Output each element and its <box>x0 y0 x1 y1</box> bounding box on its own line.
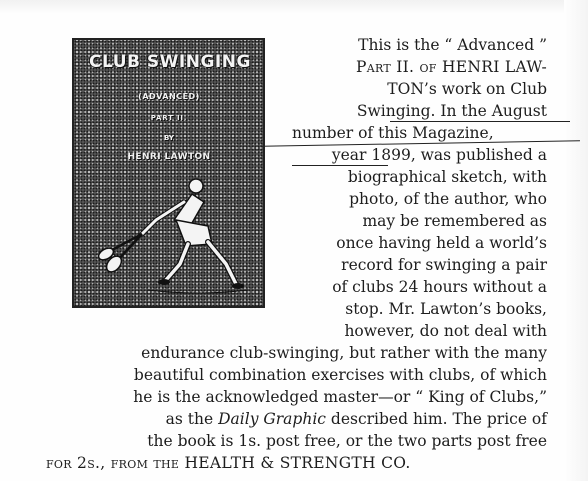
text-line-18-b: described him. The price of <box>330 410 547 428</box>
text-line-18-a: as the <box>165 410 214 428</box>
text-line-6: year 1899, was published a <box>331 146 547 164</box>
text-line-16: beautiful combination exercises with clubs, of which <box>133 366 547 384</box>
publication-name: Daily Graphic <box>218 410 326 428</box>
text-line-8: photo, of the author, who <box>349 190 547 208</box>
text-line-9: may be remembered as <box>362 212 547 230</box>
text-line-4: Swinging. In the August <box>356 102 547 120</box>
cover-by: BY <box>163 134 175 142</box>
cover-part: PART II. <box>150 114 188 122</box>
text-line-1: This is the “ Advanced ” <box>358 36 547 54</box>
text-line-20: for 2s., from the HEALTH & STRENGTH CO. <box>46 454 411 472</box>
text-line-19: the book is 1s. post free, or the two parts post free <box>147 432 547 450</box>
cover-subtitle: (ADVANCED) <box>138 92 200 101</box>
text-line-5: number of this Magazine, <box>292 124 494 142</box>
text-line-13: stop. Mr. Lawton’s books, <box>345 300 547 318</box>
text-line-2: Part II. of HENRI LAW- <box>355 58 547 76</box>
book-cover-illustration <box>72 38 265 308</box>
text-line-10: once having held a world’s <box>336 234 547 252</box>
cover-title: CLUB SWINGING <box>89 52 251 72</box>
text-line-17: he is the acknowledged master—or “ King of Clubs,” <box>133 388 547 406</box>
text-line-7: biographical sketch, with <box>347 168 547 186</box>
text-line-12: of clubs 24 hours without a <box>332 278 547 296</box>
scan-edge-right <box>564 0 588 481</box>
scan-edge-top <box>0 0 588 14</box>
text-line-11: record for swinging a pair <box>341 256 547 274</box>
text-line-15: endurance club-swinging, but rather with the many <box>141 344 547 362</box>
text-line-14: however, do not deal with <box>344 322 547 340</box>
underline-mark-3 <box>292 165 388 166</box>
club-swinger-figure <box>88 164 258 304</box>
text-line-18 <box>46 408 547 430</box>
underline-mark-1 <box>390 121 570 122</box>
cover-author: HENRI LAWTON <box>127 152 211 162</box>
text-line-3: TON’s work on Club <box>387 80 547 98</box>
